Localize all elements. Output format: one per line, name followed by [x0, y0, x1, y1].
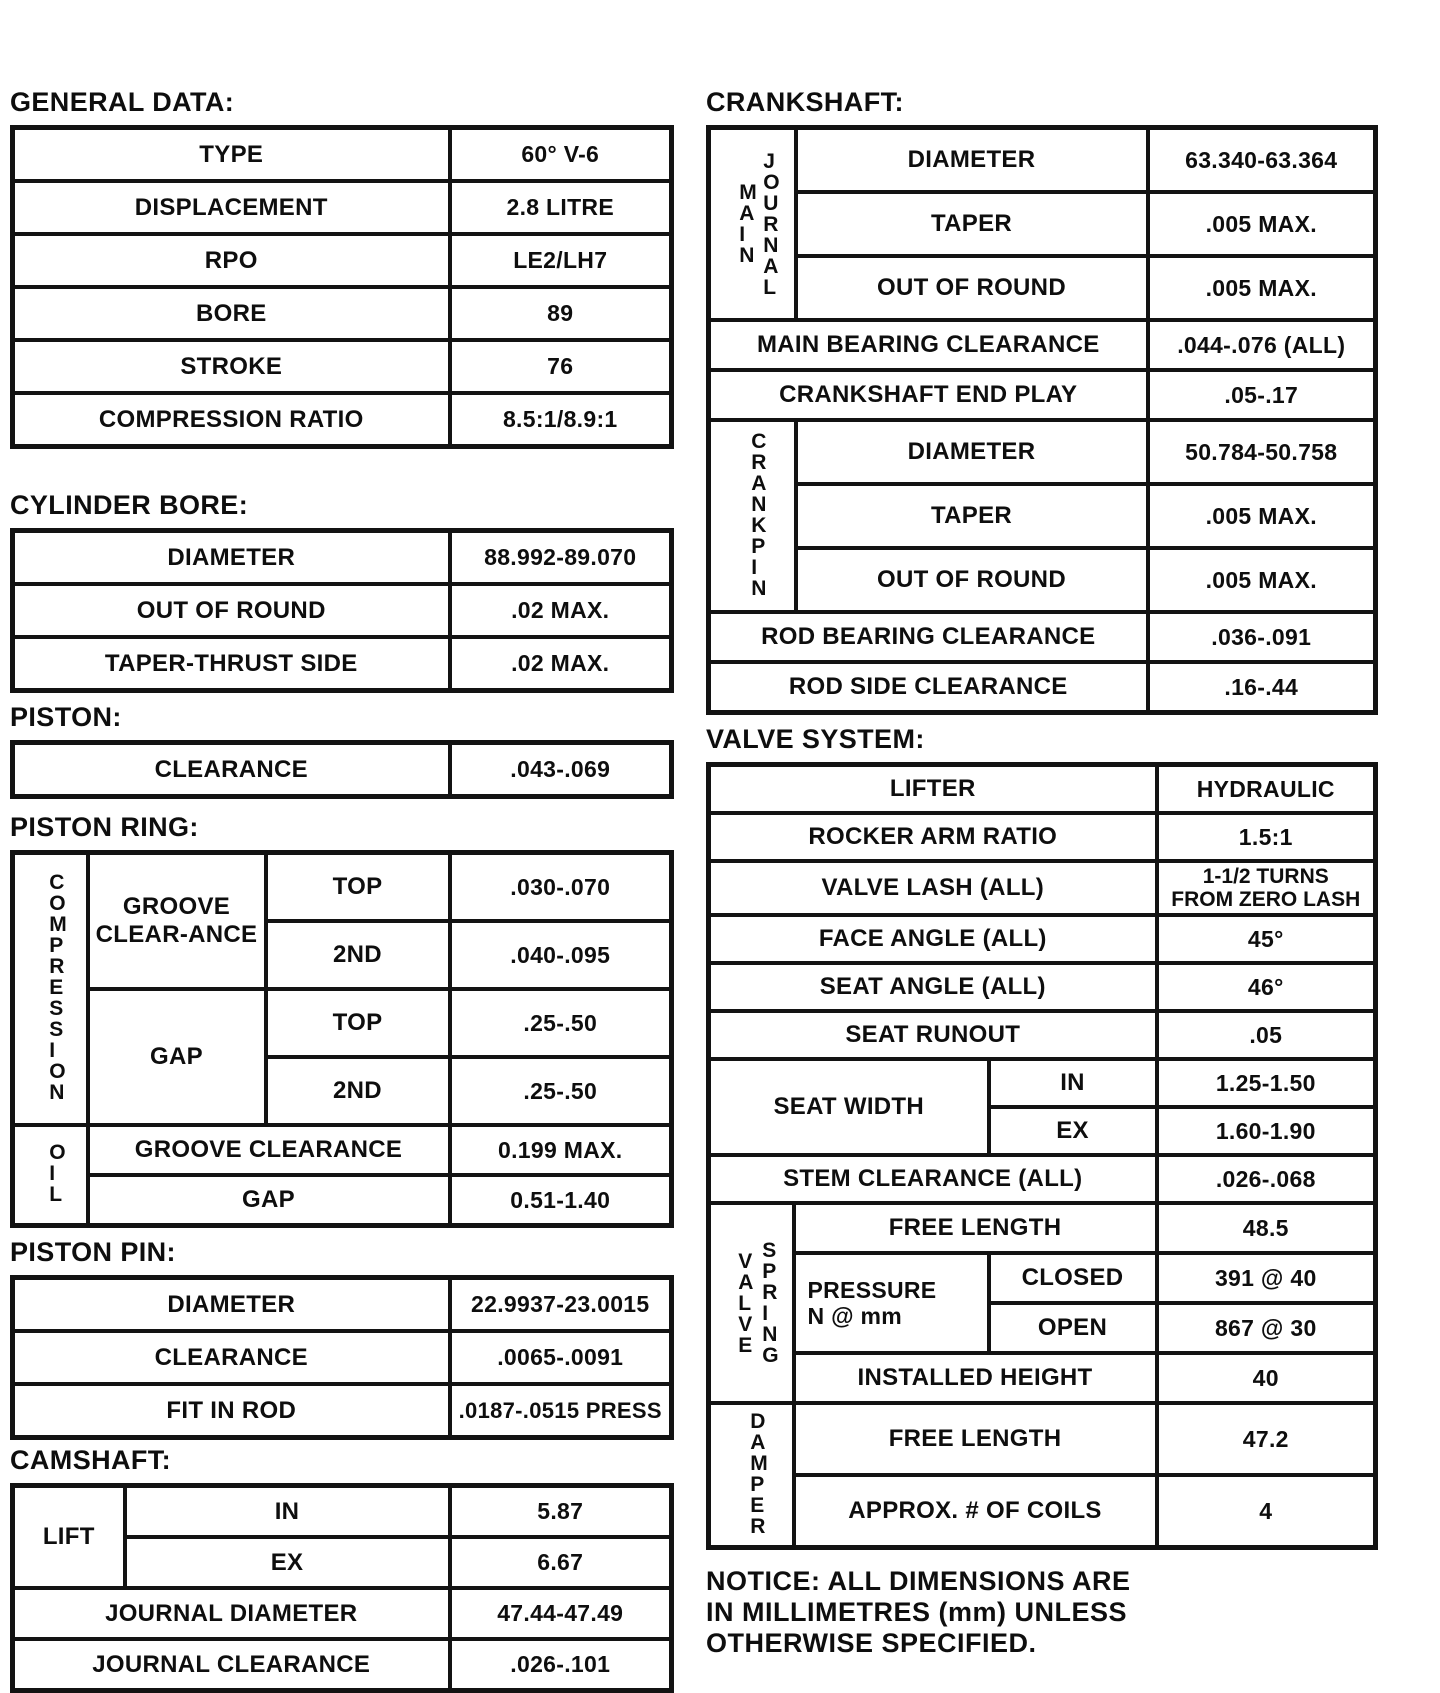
notice-line: IN MILLIMETRES (mm) UNLESS: [706, 1597, 1128, 1627]
spec-label: OUT OF ROUND: [796, 256, 1148, 320]
spec-value: 50.784-50.758: [1148, 420, 1376, 484]
table-row: [709, 548, 1376, 612]
journal-vertical-label: JOURNAL: [763, 149, 780, 299]
piston-table: [10, 740, 674, 799]
table-row: [709, 484, 1376, 548]
piston-title: PISTON:: [10, 702, 122, 732]
spec-label: DIAMETER: [796, 420, 1148, 484]
section-valve-system: [706, 723, 1378, 1550]
table-row: [13, 181, 672, 234]
main-vertical-label: MAIN: [739, 181, 757, 267]
valve-spring-group-label: [709, 1203, 794, 1403]
spec-value: 2.8 LITRE: [450, 181, 672, 234]
spec-label: DIAMETER: [796, 128, 1148, 193]
table-row: [13, 340, 672, 393]
spec-value: 88.992-89.070: [450, 531, 672, 585]
crankpin-vertical-label: CRANKPIN: [751, 429, 767, 600]
table-row: [709, 192, 1376, 256]
sub-label: EX: [125, 1537, 450, 1588]
spec-value: .25-.50: [450, 989, 672, 1057]
spec-value: 8.5:1/8.9:1: [450, 393, 672, 447]
sub-label: TOP: [266, 989, 450, 1057]
sub-label: 2ND: [266, 1057, 450, 1125]
notice-text: [706, 1566, 1378, 1659]
valve-system-title: VALVE SYSTEM:: [706, 724, 925, 754]
damper-vertical-label: DAMPER: [750, 1409, 768, 1538]
oil-vertical-label: OIL: [49, 1141, 66, 1206]
spec-label: BORE: [13, 287, 450, 340]
table-row: [709, 662, 1376, 713]
section-general-data: [10, 86, 674, 449]
sub-label: CLOSED: [989, 1253, 1157, 1303]
spec-value: [1157, 861, 1376, 915]
table-row: [709, 1059, 1376, 1107]
spec-value: 22.9937-23.0015: [450, 1278, 672, 1332]
spec-label: DIAMETER: [13, 1278, 450, 1332]
spec-label: TYPE: [13, 128, 450, 182]
spec-label: CRANKSHAFT END PLAY: [709, 370, 1148, 420]
table-row: [13, 287, 672, 340]
spec-label: MAIN BEARING CLEARANCE: [709, 320, 1148, 370]
main-journal-group-label: [709, 128, 796, 321]
table-row: [709, 612, 1376, 662]
crankpin-group-label: [709, 420, 796, 612]
left-column: [10, 86, 674, 1693]
general-data-title: GENERAL DATA:: [10, 87, 235, 117]
spec-label: ROCKER ARM RATIO: [709, 813, 1157, 861]
groove-clearance-label: GROOVE CLEAR-ANCE: [88, 853, 266, 990]
sub-label: IN: [989, 1059, 1157, 1107]
right-column: [706, 86, 1378, 1659]
cylinder-bore-title: CYLINDER BORE:: [10, 490, 249, 520]
spec-label: SEAT ANGLE (ALL): [709, 963, 1157, 1011]
valve-system-table: [706, 762, 1378, 1550]
valve-vertical-label: VALVE: [738, 1249, 754, 1357]
spec-value: 391 @ 40: [1157, 1253, 1376, 1303]
lift-group-label: LIFT: [13, 1486, 125, 1589]
crankshaft-table: [706, 125, 1378, 715]
spec-value: .05: [1157, 1011, 1376, 1059]
table-row: [709, 1403, 1376, 1475]
spec-label: STROKE: [13, 340, 450, 393]
spec-value: LE2/LH7: [450, 234, 672, 287]
table-row: [709, 765, 1376, 814]
spec-label: GROOVE CLEARANCE: [88, 1125, 450, 1175]
spec-value: 48.5: [1157, 1203, 1376, 1253]
spec-value: .026-.068: [1157, 1155, 1376, 1203]
spec-label: OUT OF ROUND: [796, 548, 1148, 612]
spec-value: .005 MAX.: [1148, 256, 1376, 320]
spec-label: APPROX. # OF COILS: [794, 1475, 1157, 1548]
spec-label: OUT OF ROUND: [13, 584, 450, 637]
table-row: [13, 393, 672, 447]
spec-value: 76: [450, 340, 672, 393]
piston-pin-title: PISTON PIN:: [10, 1237, 176, 1267]
table-row: [709, 963, 1376, 1011]
table-row: [709, 861, 1376, 915]
notice-line: OTHERWISE SPECIFIED.: [706, 1628, 1037, 1658]
spec-value: .026-.101: [450, 1639, 672, 1691]
table-row: [13, 1384, 672, 1438]
notice-line: NOTICE: ALL DIMENSIONS ARE: [706, 1566, 1131, 1596]
spec-label: FREE LENGTH: [794, 1203, 1157, 1253]
section-piston-ring: [10, 811, 674, 1228]
table-row: [709, 1203, 1376, 1253]
spec-value: .16-.44: [1148, 662, 1376, 713]
table-row: [709, 370, 1376, 420]
spec-value: .0187-.0515 PRESS: [450, 1384, 672, 1438]
table-row: [709, 1011, 1376, 1059]
spec-value: .0065-.0091: [450, 1331, 672, 1384]
spec-value: .02 MAX.: [450, 584, 672, 637]
seat-width-group-label: SEAT WIDTH: [709, 1059, 989, 1155]
spec-value: 867 @ 30: [1157, 1303, 1376, 1353]
spec-value: .030-.070: [450, 853, 672, 922]
table-row: [709, 256, 1376, 320]
piston-ring-title: PISTON RING:: [10, 812, 199, 842]
damper-group-label: [709, 1403, 794, 1548]
spec-value: 46°: [1157, 963, 1376, 1011]
spec-label: TAPER-THRUST SIDE: [13, 637, 450, 691]
table-row: [13, 1486, 672, 1538]
spec-label: FACE ANGLE (ALL): [709, 915, 1157, 963]
table-row: [709, 1253, 1376, 1303]
spec-label: VALVE LASH (ALL): [709, 861, 1157, 915]
spec-label: FIT IN ROD: [13, 1384, 450, 1438]
section-camshaft: [10, 1444, 674, 1693]
spec-value: 1.5:1: [1157, 813, 1376, 861]
spec-value: 6.67: [450, 1537, 672, 1588]
spring-vertical-label: SPRING: [762, 1239, 779, 1367]
table-row: [13, 1125, 672, 1175]
spec-label: CLEARANCE: [13, 1331, 450, 1384]
spec-value: .036-.091: [1148, 612, 1376, 662]
spec-value: 1.60-1.90: [1157, 1107, 1376, 1155]
spec-label: TAPER: [796, 484, 1148, 548]
section-crankshaft: [706, 86, 1378, 715]
table-row: [13, 128, 672, 182]
camshaft-table: [10, 1483, 674, 1693]
sub-label: EX: [989, 1107, 1157, 1155]
spec-label: JOURNAL CLEARANCE: [13, 1639, 450, 1691]
table-row: [13, 989, 672, 1057]
pressure-group-label: [794, 1253, 989, 1353]
section-piston: [10, 701, 674, 799]
table-row: [13, 1588, 672, 1639]
pressure-unit: N @ mm: [807, 1303, 903, 1329]
spec-value: .005 MAX.: [1148, 192, 1376, 256]
sub-label: 2ND: [266, 921, 450, 989]
spec-value: 47.44-47.49: [450, 1588, 672, 1639]
spec-label: SEAT RUNOUT: [709, 1011, 1157, 1059]
spec-value: 4: [1157, 1475, 1376, 1548]
table-row: [13, 1331, 672, 1384]
sub-label: TOP: [266, 853, 450, 922]
spec-value: 45°: [1157, 915, 1376, 963]
compression-group-label: [13, 853, 88, 1126]
spec-label: RPO: [13, 234, 450, 287]
spec-value: 47.2: [1157, 1403, 1376, 1475]
compression-vertical-label: COMPRESSION: [49, 871, 67, 1104]
spec-value: .005 MAX.: [1148, 548, 1376, 612]
spec-value: .040-.095: [450, 921, 672, 989]
sub-label: OPEN: [989, 1303, 1157, 1353]
table-row: [13, 637, 672, 691]
spec-value: .25-.50: [450, 1057, 672, 1125]
pressure-label: PRESSURE: [807, 1277, 937, 1303]
spec-value: .02 MAX.: [450, 637, 672, 691]
table-row: [709, 813, 1376, 861]
table-row: [709, 1155, 1376, 1203]
general-data-table: [10, 125, 674, 449]
spec-value: 1.25-1.50: [1157, 1059, 1376, 1107]
table-row: [13, 1639, 672, 1691]
section-cylinder-bore: [10, 489, 674, 693]
gap-label: GAP: [88, 989, 266, 1125]
spec-label: COMPRESSION RATIO: [13, 393, 450, 447]
spec-value: 5.87: [450, 1486, 672, 1538]
spec-label: JOURNAL DIAMETER: [13, 1588, 450, 1639]
spec-label: ROD SIDE CLEARANCE: [709, 662, 1148, 713]
table-row: [13, 584, 672, 637]
spec-value: 0.51-1.40: [450, 1175, 672, 1226]
section-piston-pin: [10, 1236, 674, 1440]
sub-label: IN: [125, 1486, 450, 1538]
spec-value: .043-.069: [450, 743, 672, 797]
spec-value: 60° V-6: [450, 128, 672, 182]
spec-value: HYDRAULIC: [1157, 765, 1376, 814]
piston-ring-table: [10, 850, 674, 1228]
piston-pin-table: [10, 1275, 674, 1440]
table-row: [709, 1353, 1376, 1403]
spec-value: 89: [450, 287, 672, 340]
spec-label: CLEARANCE: [13, 743, 450, 797]
spec-label: LIFTER: [709, 765, 1157, 814]
camshaft-title: CAMSHAFT:: [10, 1445, 172, 1475]
spec-label: FREE LENGTH: [794, 1403, 1157, 1475]
crankshaft-title: CRANKSHAFT:: [706, 87, 904, 117]
spec-value: .005 MAX.: [1148, 484, 1376, 548]
table-row: [13, 743, 672, 797]
table-row: [13, 1175, 672, 1226]
cylinder-bore-table: [10, 528, 674, 693]
table-row: [13, 234, 672, 287]
spec-label: GAP: [88, 1175, 450, 1226]
spec-label: TAPER: [796, 192, 1148, 256]
spec-label: DIAMETER: [13, 531, 450, 585]
spec-label: INSTALLED HEIGHT: [794, 1353, 1157, 1403]
spec-value: .044-.076 (ALL): [1148, 320, 1376, 370]
spec-label: STEM CLEARANCE (ALL): [709, 1155, 1157, 1203]
table-row: [13, 853, 672, 922]
table-row: [709, 420, 1376, 484]
spec-value: 63.340-63.364: [1148, 128, 1376, 193]
table-row: [709, 128, 1376, 193]
spec-value: 40: [1157, 1353, 1376, 1403]
value-line-2: FROM ZERO LASH: [1171, 888, 1361, 911]
value-line-1: 1-1/2 TURNS: [1202, 865, 1329, 888]
table-row: [709, 320, 1376, 370]
spec-value: .05-.17: [1148, 370, 1376, 420]
oil-group-label: [13, 1125, 88, 1226]
table-row: [13, 1278, 672, 1332]
spec-label: ROD BEARING CLEARANCE: [709, 612, 1148, 662]
spec-label: DISPLACEMENT: [13, 181, 450, 234]
table-row: [13, 531, 672, 585]
table-row: [709, 915, 1376, 963]
spec-value: 0.199 MAX.: [450, 1125, 672, 1175]
table-row: [709, 1475, 1376, 1548]
